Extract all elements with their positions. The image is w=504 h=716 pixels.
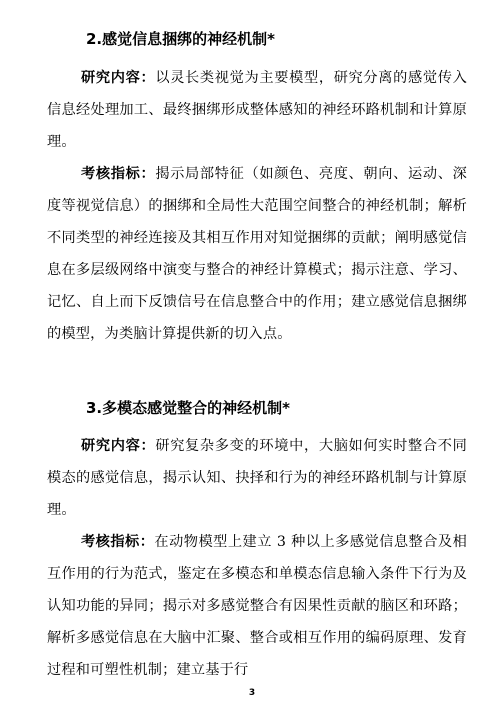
research-content-text: 研究复杂多变的环境中，大脑如何实时整合不同模态的感觉信息，揭示认知、抉择和行为的神经环路机制与计算原理。 xyxy=(47,438,467,518)
section-sensory-binding xyxy=(47,29,467,350)
assessment-label: 考核指标： xyxy=(81,166,156,182)
assessment-text: 在动物模型上建立 3 种以上多感觉信息整合及相互作用的行为范式，鉴定在多模态和单模态信息输入条件下行为及认知功能的异同；揭示对多感觉整合有因果性贡献的脑区和环路；解析多感觉信息在大脑中汇聚、整合或相互作用的编码原理、发育过程和可塑性机制；建立基于行 xyxy=(47,534,467,678)
research-content-paragraph xyxy=(47,430,467,526)
research-content-label: 研究内容： xyxy=(81,70,156,86)
assessment-text: 揭示局部特征（如颜色、亮度、朝向、运动、深度等视觉信息）的捆绑和全局性大范围空间整合的神经机制；解析不同类型的神经连接及其相互作用对知觉捆绑的贡献；阐明感觉信息在多层级网络中演变与整合的神经计算模式；揭示注意、学习、记忆、自上而下反馈信号在信息整合中的作用；建立感觉信息捆绑的模型，为类脑计算提供新的切入点。 xyxy=(47,166,467,342)
section-heading: 2.感觉信息捆绑的神经机制* xyxy=(86,30,275,48)
page-number: 3 xyxy=(248,688,256,698)
research-content-label: 研究内容： xyxy=(81,438,156,454)
research-content-paragraph xyxy=(47,62,467,158)
research-content-text: 以灵长类视觉为主要模型，研究分离的感觉传入信息经处理加工、最终捆绑形成整体感知的神经环路机制和计算原理。 xyxy=(47,70,467,150)
assessment-label: 考核指标： xyxy=(81,534,155,550)
assessment-paragraph xyxy=(47,526,467,686)
section-heading: 3.多模态感觉整合的神经机制* xyxy=(86,399,290,417)
section-multimodal-integration xyxy=(47,398,467,686)
assessment-paragraph xyxy=(47,158,467,350)
